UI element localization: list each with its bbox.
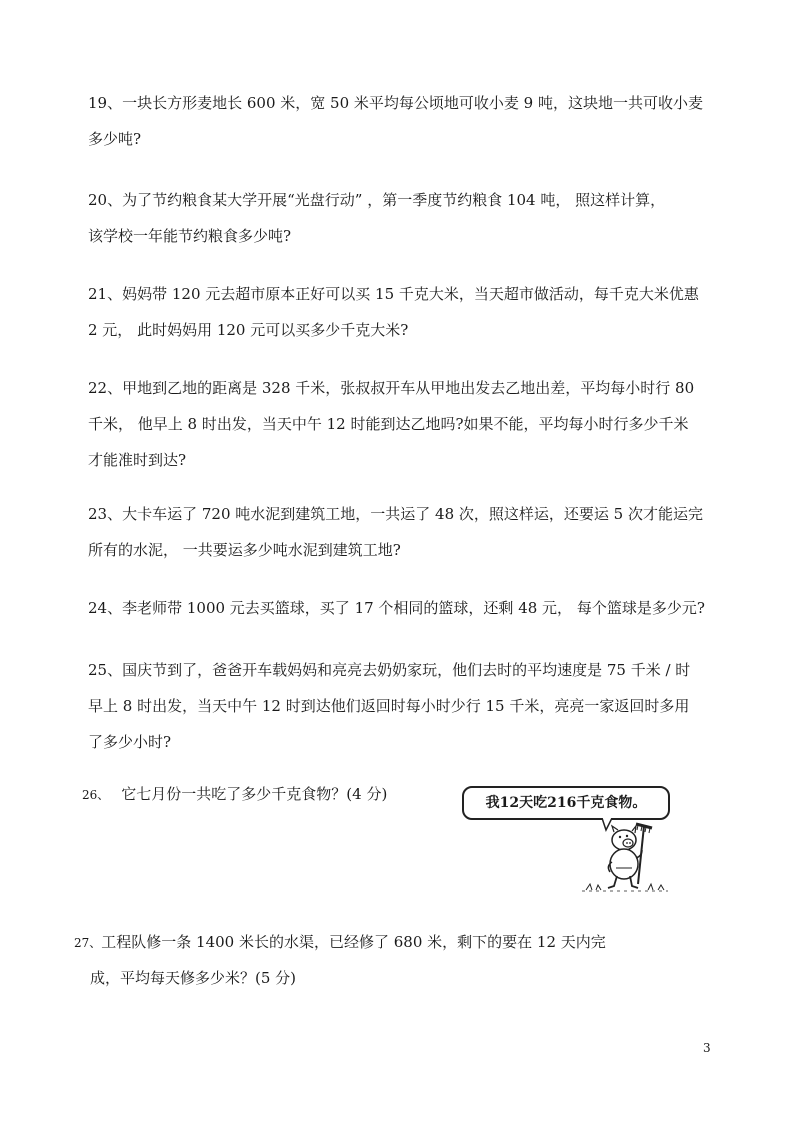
pig-cartoon-icon [572,818,672,892]
question-line: 2 元， 此时妈妈用 120 元可以买多少千克大米? [88,321,409,339]
question-number: 27、 [74,936,102,950]
question-line: 19、一块长方形麦地长 600 米，宽 50 米平均每公顷地可收小麦 9 吨，这块地一共可收小麦 [88,94,703,112]
question-24 [88,590,718,626]
question-line: 所有的水泥， 一共要运多少吨水泥到建筑工地? [88,541,401,559]
question-number: 26、 [82,788,110,802]
question-22 [88,370,718,478]
question-line: 才能准时到达? [88,451,187,469]
question-19 [88,85,718,157]
page-number: 3 [703,1041,711,1055]
speech-bubble: 我12天吃216千克食物。 [462,786,670,820]
question-text: 它七月份一共吃了多少千克食物？(4 分) [121,785,388,803]
question-25 [88,652,718,760]
question-line: 成，平均每天修多少米？(5 分) [90,969,297,987]
question-line: 工程队修一条 1400 米长的水渠，已经修了 680 米，剩下的要在 12 天内完 [101,933,606,951]
question-23 [88,496,718,568]
question-line: 22、甲地到乙地的距离是 328 千米，张叔叔开车从甲地出发去乙地出差，平均每小时行 80 [88,379,695,397]
question-line: 该学校一年能节约粮食多少吨? [88,227,292,245]
question-line: 千米， 他早上 8 时出发，当天中午 12 时能到达乙地吗?如果不能，平均每小时行多少千米 [88,415,689,433]
question-27 [74,925,714,996]
question-line: 21、妈妈带 120 元去超市原本正好可以买 15 千克大米，当天超市做活动，每千克大米优惠 [88,285,699,303]
question-line: 23、大卡车运了 720 吨水泥到建筑工地，一共运了 48 次，照这样运，还要运 5 次才能运完 [88,505,703,523]
question-line: 24、李老师带 1000 元去买篮球，买了 17 个相同的篮球，还剩 48 元， 每个篮球是多少元? [88,599,705,617]
question-line: 早上 8 时出发，当天中午 12 时到达他们返回时每小时少行 15 千米，亮亮一家返回时多用 [88,697,690,715]
question-21 [88,276,718,348]
question-line: 了多少小时? [88,733,172,751]
question-26 [82,782,387,807]
question-20 [88,182,718,254]
question-line: 多少吨? [88,130,142,148]
question-line: 20、为了节约粮食某大学开展“光盘行动” ，第一季度节约粮食 104 吨， 照这样计算， [88,191,666,209]
question-line: 25、国庆节到了，爸爸开车载妈妈和亮亮去奶奶家玩，他们去时的平均速度是 75 千米 / 时 [88,661,691,679]
